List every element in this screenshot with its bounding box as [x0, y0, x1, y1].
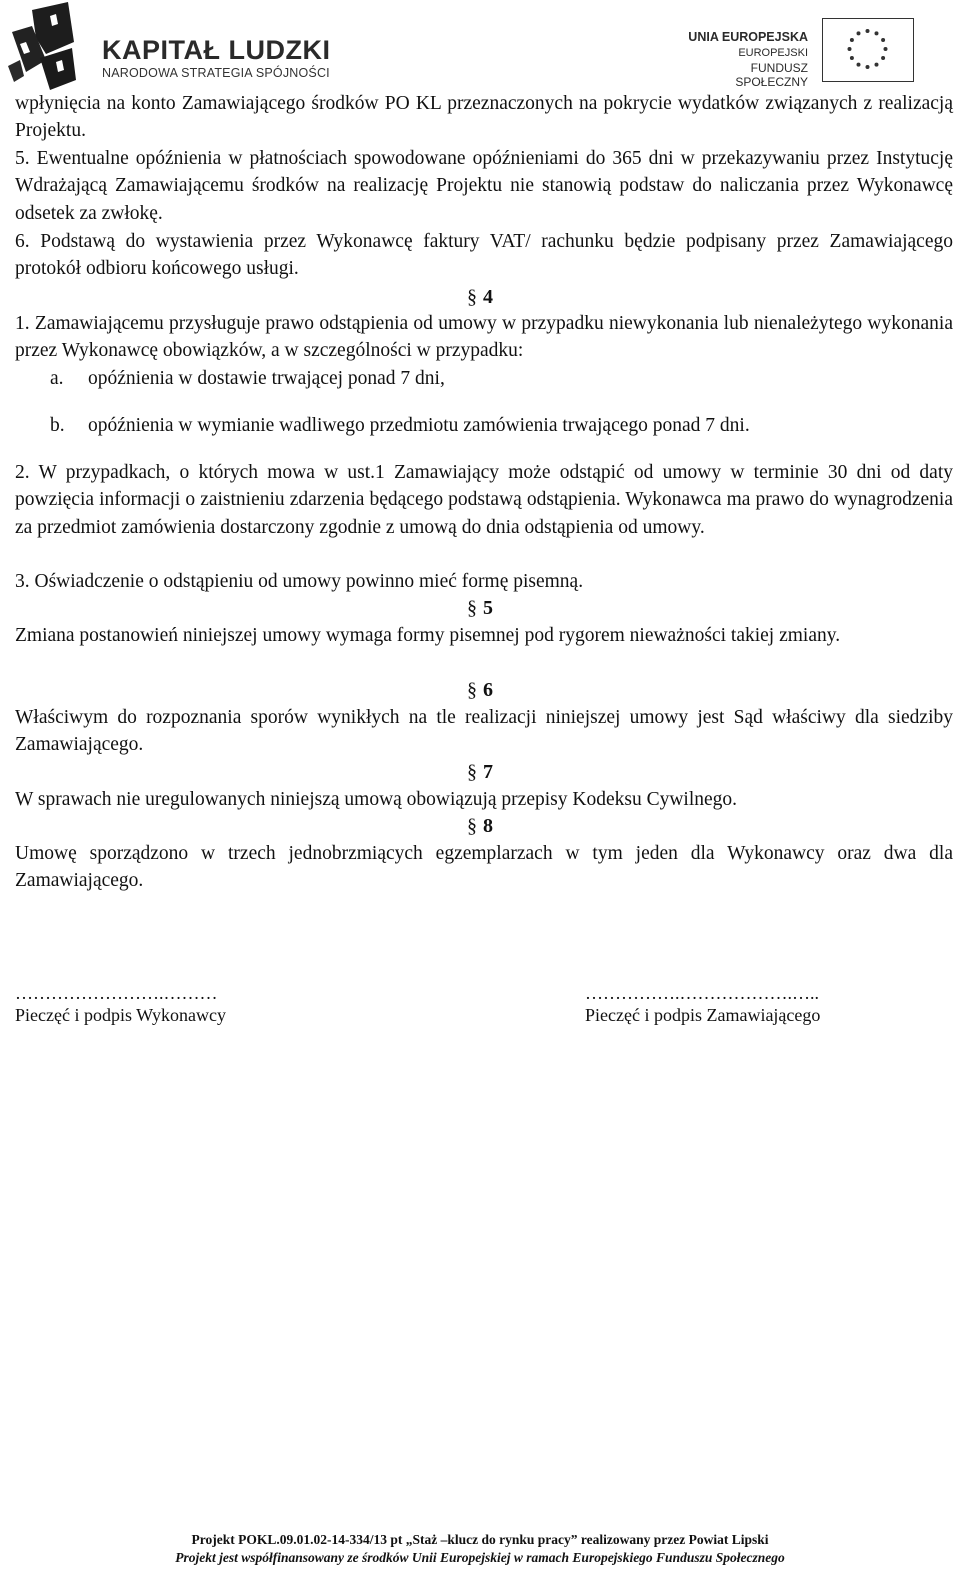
section-5-text: Zmiana postanowień niniejszej umowy wymaga formy pisemnej pod rygorem nieważności takiej zmiany.	[15, 625, 841, 646]
signature-label-client: Pieczęć i podpis Zamawiającego	[585, 1005, 821, 1025]
section-6-heading	[0, 677, 960, 704]
kapital-ludzki-title: KAPITAŁ LUDZKI	[102, 35, 331, 65]
eu-logo-text	[678, 30, 808, 89]
kapital-ludzki-subtitle: NARODOWA STRATEGIA SPÓJNOŚCI	[102, 66, 330, 80]
paragraph-sign: §	[467, 679, 477, 701]
section-4-item-a	[50, 365, 445, 392]
section-4-heading	[0, 284, 960, 311]
item-b-label: b.	[50, 415, 65, 436]
signature-line-contractor: …………………….………	[15, 983, 218, 1003]
paragraph-6: 6. Podstawą do wystawienia przez Wykonawcę faktury VAT/ rachunku będzie podpisany przez Zamawiającego protokół odbioru końcowego usługi.	[15, 231, 953, 280]
item-a-label: a.	[50, 368, 64, 389]
section-8-heading	[0, 813, 960, 840]
paragraph-continuation: wpłynięcia na konto Zamawiającego środków PO KL przeznaczonych na pokrycie wydatków związanych z realizacją Projektu.	[15, 93, 953, 142]
footer-cofinancing-line: Projekt jest współfinansowany ze środków Unii Europejskiej w ramach Europejskiego Funduszu Społecznego	[175, 1550, 785, 1565]
section-7-number: 7	[483, 761, 493, 783]
item-b-text: opóźnienia w wymianie wadliwego przedmiotu zamówienia trwającego ponad 7 dni.	[88, 415, 750, 436]
kapital-ludzki-emblem-icon	[6, 2, 86, 94]
paragraph-sign: §	[467, 761, 477, 783]
section-7-heading	[0, 759, 960, 786]
item-a-text: opóźnienia w dostawie trwającej ponad 7 dni,	[88, 368, 445, 389]
eu-logo-line1: UNIA EUROPEJSKA	[688, 30, 808, 44]
section-4-point-1: 1. Zamawiającemu przysługuje prawo odstąpienia od umowy w przypadku niewykonania lub nienależytego wykonania przez Wykonawcę obowiązków, a w szczególności w przypadku:	[15, 313, 953, 362]
eu-logo-line3: FUNDUSZ SPOŁECZNY	[735, 61, 808, 89]
footer-project-line: Projekt POKL.09.01.02-14-334/13 pt „Staż –klucz do rynku pracy” realizowany przez Powiat Lipski	[191, 1532, 769, 1547]
signature-label-contractor: Pieczęć i podpis Wykonawcy	[15, 1005, 227, 1025]
section-4-number: 4	[483, 286, 493, 308]
section-4-item-b	[50, 412, 750, 439]
eu-logo-line2: EUROPEJSKI	[738, 47, 808, 59]
eu-flag-icon	[822, 18, 914, 82]
section-4-point-2: 2. W przypadkach, o których mowa w ust.1 Zamawiający może odstąpić od umowy w terminie 30 dni od daty powzięcia informacji o zaistnieniu zdarzenia będącego podstawą odstąpienia. Wykonawca ma prawo do wynagrodzenia za przedmiot zamówienia dostarczony zgodnie z umową do dnia odstąpienia od umowy.	[15, 462, 953, 538]
section-8-text: Umowę sporządzono w trzech jednobrzmiących egzemplarzach w tym jeden dla Wykonawcy oraz dwa dla Zamawiającego.	[15, 843, 953, 892]
paragraph-sign: §	[467, 815, 477, 837]
section-5-number: 5	[483, 597, 493, 619]
section-4-point-3: 3. Oświadczenie o odstąpieniu od umowy powinno mieć formę pisemną.	[15, 571, 584, 592]
kapital-ludzki-logo	[6, 2, 336, 92]
paragraph-5: 5. Ewentualne opóźnienia w płatnościach spowodowane opóźnieniami do 365 dni w przekazywaniu przez Instytucję Wdrażającą Zamawiającemu środków na realizację Projektu nie stanowią podstaw do naliczania przez Wykonawcę odsetek za zwłokę.	[15, 148, 953, 224]
paragraph-sign: §	[467, 597, 477, 619]
eu-logo	[678, 18, 914, 89]
section-6-number: 6	[483, 679, 493, 701]
section-7-text: W sprawach nie uregulowanych niniejszą umową obowiązują przepisy Kodeksu Cywilnego.	[15, 789, 738, 810]
section-5-heading	[0, 595, 960, 622]
signature-line-client: …………….……………….…..	[585, 983, 819, 1003]
section-8-number: 8	[483, 815, 493, 837]
paragraph-sign: §	[467, 286, 477, 308]
section-6-text: Właściwym do rozpoznania sporów wynikłych na tle realizacji niniejszej umowy jest Sąd właściwy dla siedziby Zamawiającego.	[15, 707, 953, 756]
